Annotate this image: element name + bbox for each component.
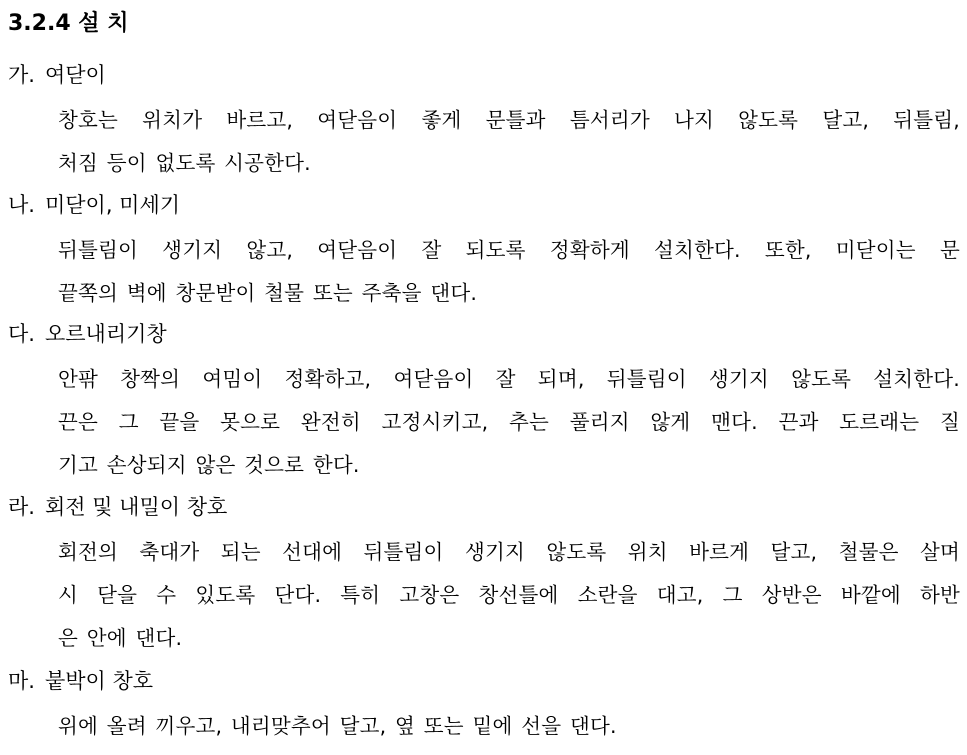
item-marker: 가.: [8, 63, 35, 87]
body-line: 기고 손상되지 않은 것으로 한다.: [58, 453, 360, 477]
body-line: 시 닫을 수 있도록 단다. 특히 고창은 창선틀에 소란을 대고, 그 상반은 바깥에 하반: [58, 583, 960, 607]
item-heading-text: 오르내리기창: [44, 322, 167, 346]
body-line: 은 안에 댄다.: [58, 626, 183, 650]
item-heading-text: 회전 및 내밀이 창호: [44, 495, 228, 519]
section-title: 3.2.4 설 치: [8, 11, 129, 36]
item-heading-text: 미닫이, 미세기: [44, 193, 181, 217]
body-line: 처짐 등이 없도록 시공한다.: [58, 151, 311, 175]
body-line: 안팎 창짝의 여밈이 정확하고, 여닫음이 잘 되며, 뒤틀림이 생기지 않도록 설치한다.: [58, 367, 960, 391]
item-marker: 라.: [8, 495, 35, 519]
item-heading-sash-window: [8, 319, 167, 349]
item-body-sash-window: [58, 358, 960, 487]
item-heading-text: 여닫이: [44, 63, 106, 87]
item-heading-sliding-door: [8, 190, 180, 220]
body-line: 위에 올려 끼우고, 내리맞추어 달고, 옆 또는 밑에 선을 댄다.: [58, 714, 617, 738]
item-heading-swing-door: [8, 60, 106, 90]
body-line: 끈은 그 끝을 못으로 완전히 고정시키고, 추는 풀리지 않게 맨다. 끈과 도르래는 질: [58, 410, 960, 434]
item-heading-pivot-window: [8, 492, 227, 522]
item-heading-fixed-window: [8, 666, 153, 696]
item-body-sliding-door: [58, 229, 960, 315]
item-marker: 나.: [8, 193, 35, 217]
item-marker: 다.: [8, 322, 35, 346]
body-line: 창호는 위치가 바르고, 여닫음이 좋게 문틀과 틈서리가 나지 않도록 달고, 뒤틀림,: [58, 108, 960, 132]
item-marker: 마.: [8, 669, 35, 693]
item-body-swing-door: [58, 99, 960, 185]
item-heading-text: 붙박이 창호: [44, 669, 154, 693]
body-line: 회전의 축대가 되는 선대에 뒤틀림이 생기지 않도록 위치 바르게 달고, 철물은 살며: [58, 540, 960, 564]
body-line: 끝쪽의 벽에 창문받이 철물 또는 주축을 댄다.: [58, 281, 478, 305]
body-line: 뒤틀림이 생기지 않고, 여닫음이 잘 되도록 정확하게 설치한다. 또한, 미닫이는 문: [58, 238, 960, 262]
item-body-pivot-window: [58, 531, 960, 660]
item-body-fixed-window: [58, 705, 960, 748]
